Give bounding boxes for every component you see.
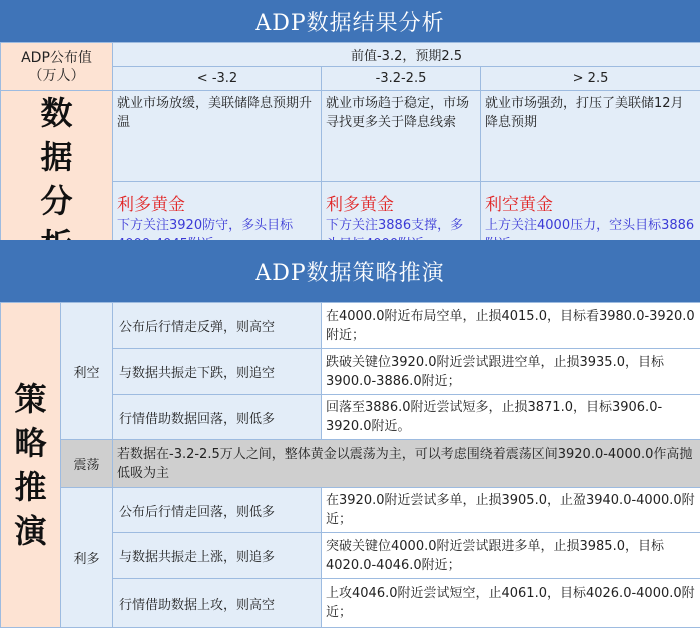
impact-title: 利多黄金 bbox=[326, 195, 394, 216]
strategy-condition: 与数据共振走下跌，则追空 bbox=[113, 349, 322, 395]
range-header-1: < -3.2 bbox=[113, 67, 322, 91]
bearish-label: 利空 bbox=[61, 303, 113, 440]
section-char: 数 bbox=[40, 94, 73, 132]
section-char: 略 bbox=[14, 424, 47, 462]
range-strategy-text: 若数据在-3.2-2.5万人之间，整体黄金以震荡为主，可以考虑围绕着震荡区间3920.0-4000.0作高抛低吸为主 bbox=[113, 440, 700, 488]
unit-label-line1: ADP公布值 bbox=[21, 49, 92, 66]
impact-title: 利多黄金 bbox=[117, 195, 185, 216]
impact-detail: 上方关注4000压力，空头目标3886 bbox=[485, 218, 695, 234]
strategy-plan: 跌破关键位3920.0附近尝试跟进空单，止损3935.0，目标3900.0-3886.0附近； bbox=[322, 349, 700, 395]
strategy-plan: 在4000.0附近布局空单，止损4015.0，目标看3980.0-3920.0附近； bbox=[322, 303, 700, 349]
strategy-table bbox=[0, 302, 700, 628]
strategy-plan: 回落至3886.0附近尝试短多，止损3871.0，目标3906.0-3920.0附近。 bbox=[322, 395, 700, 440]
analysis-title: ADP数据结果分析 bbox=[0, 0, 700, 42]
impact-detail: 下方关注3920防守，多头目标 bbox=[117, 218, 294, 234]
section-char: 据 bbox=[40, 138, 73, 176]
section-char: 演 bbox=[14, 512, 47, 550]
scenario-description: 就业市场趋于稳定，市场寻找更多关于降息线索 bbox=[322, 91, 481, 182]
range-header-3: > 2.5 bbox=[481, 67, 700, 91]
strategy-plan: 上攻4046.0附近尝试短空，止4061.0，目标4026.0-4000.0附近； bbox=[322, 579, 700, 628]
strategy-condition: 与数据共振走上涨，则追多 bbox=[113, 533, 322, 579]
range-label: 震荡 bbox=[61, 440, 113, 488]
strategy-plan: 突破关键位4000.0附近尝试跟进多单，止损3985.0，目标4020.0-4046.0附近； bbox=[322, 533, 700, 579]
scenario-description: 就业市场强劲，打压了美联储12月降息预期 bbox=[481, 91, 700, 182]
strategy-section-label bbox=[1, 303, 61, 628]
impact-title: 利空黄金 bbox=[485, 195, 553, 216]
strategy-title: ADP数据策略推演 bbox=[0, 240, 700, 302]
strategy-condition: 行情借助数据回落，则低多 bbox=[113, 395, 322, 440]
scenario-description: 就业市场放缓，美联储降息预期升温 bbox=[113, 91, 322, 182]
unit-label-cell bbox=[1, 43, 113, 91]
section-char: 推 bbox=[14, 468, 47, 506]
strategy-condition: 公布后行情走反弹，则高空 bbox=[113, 303, 322, 349]
strategy-condition: 行情借助数据上攻，则高空 bbox=[113, 579, 322, 628]
strategy-condition: 公布后行情走回落，则低多 bbox=[113, 488, 322, 533]
impact-detail: 下方关注3886支撑，多 bbox=[326, 218, 464, 234]
bullish-label: 利多 bbox=[61, 488, 113, 628]
prior-forecast: 前值-3.2，预期2.5 bbox=[113, 43, 700, 67]
analysis-table bbox=[0, 42, 700, 268]
strategy-plan: 在3920.0附近尝试多单，止损3905.0，止盈3940.0-4000.0附近； bbox=[322, 488, 700, 533]
unit-label-line2: （万人） bbox=[28, 67, 85, 84]
section-char: 分 bbox=[40, 182, 73, 220]
range-header-2: -3.2-2.5 bbox=[322, 67, 481, 91]
section-char: 策 bbox=[14, 380, 47, 418]
